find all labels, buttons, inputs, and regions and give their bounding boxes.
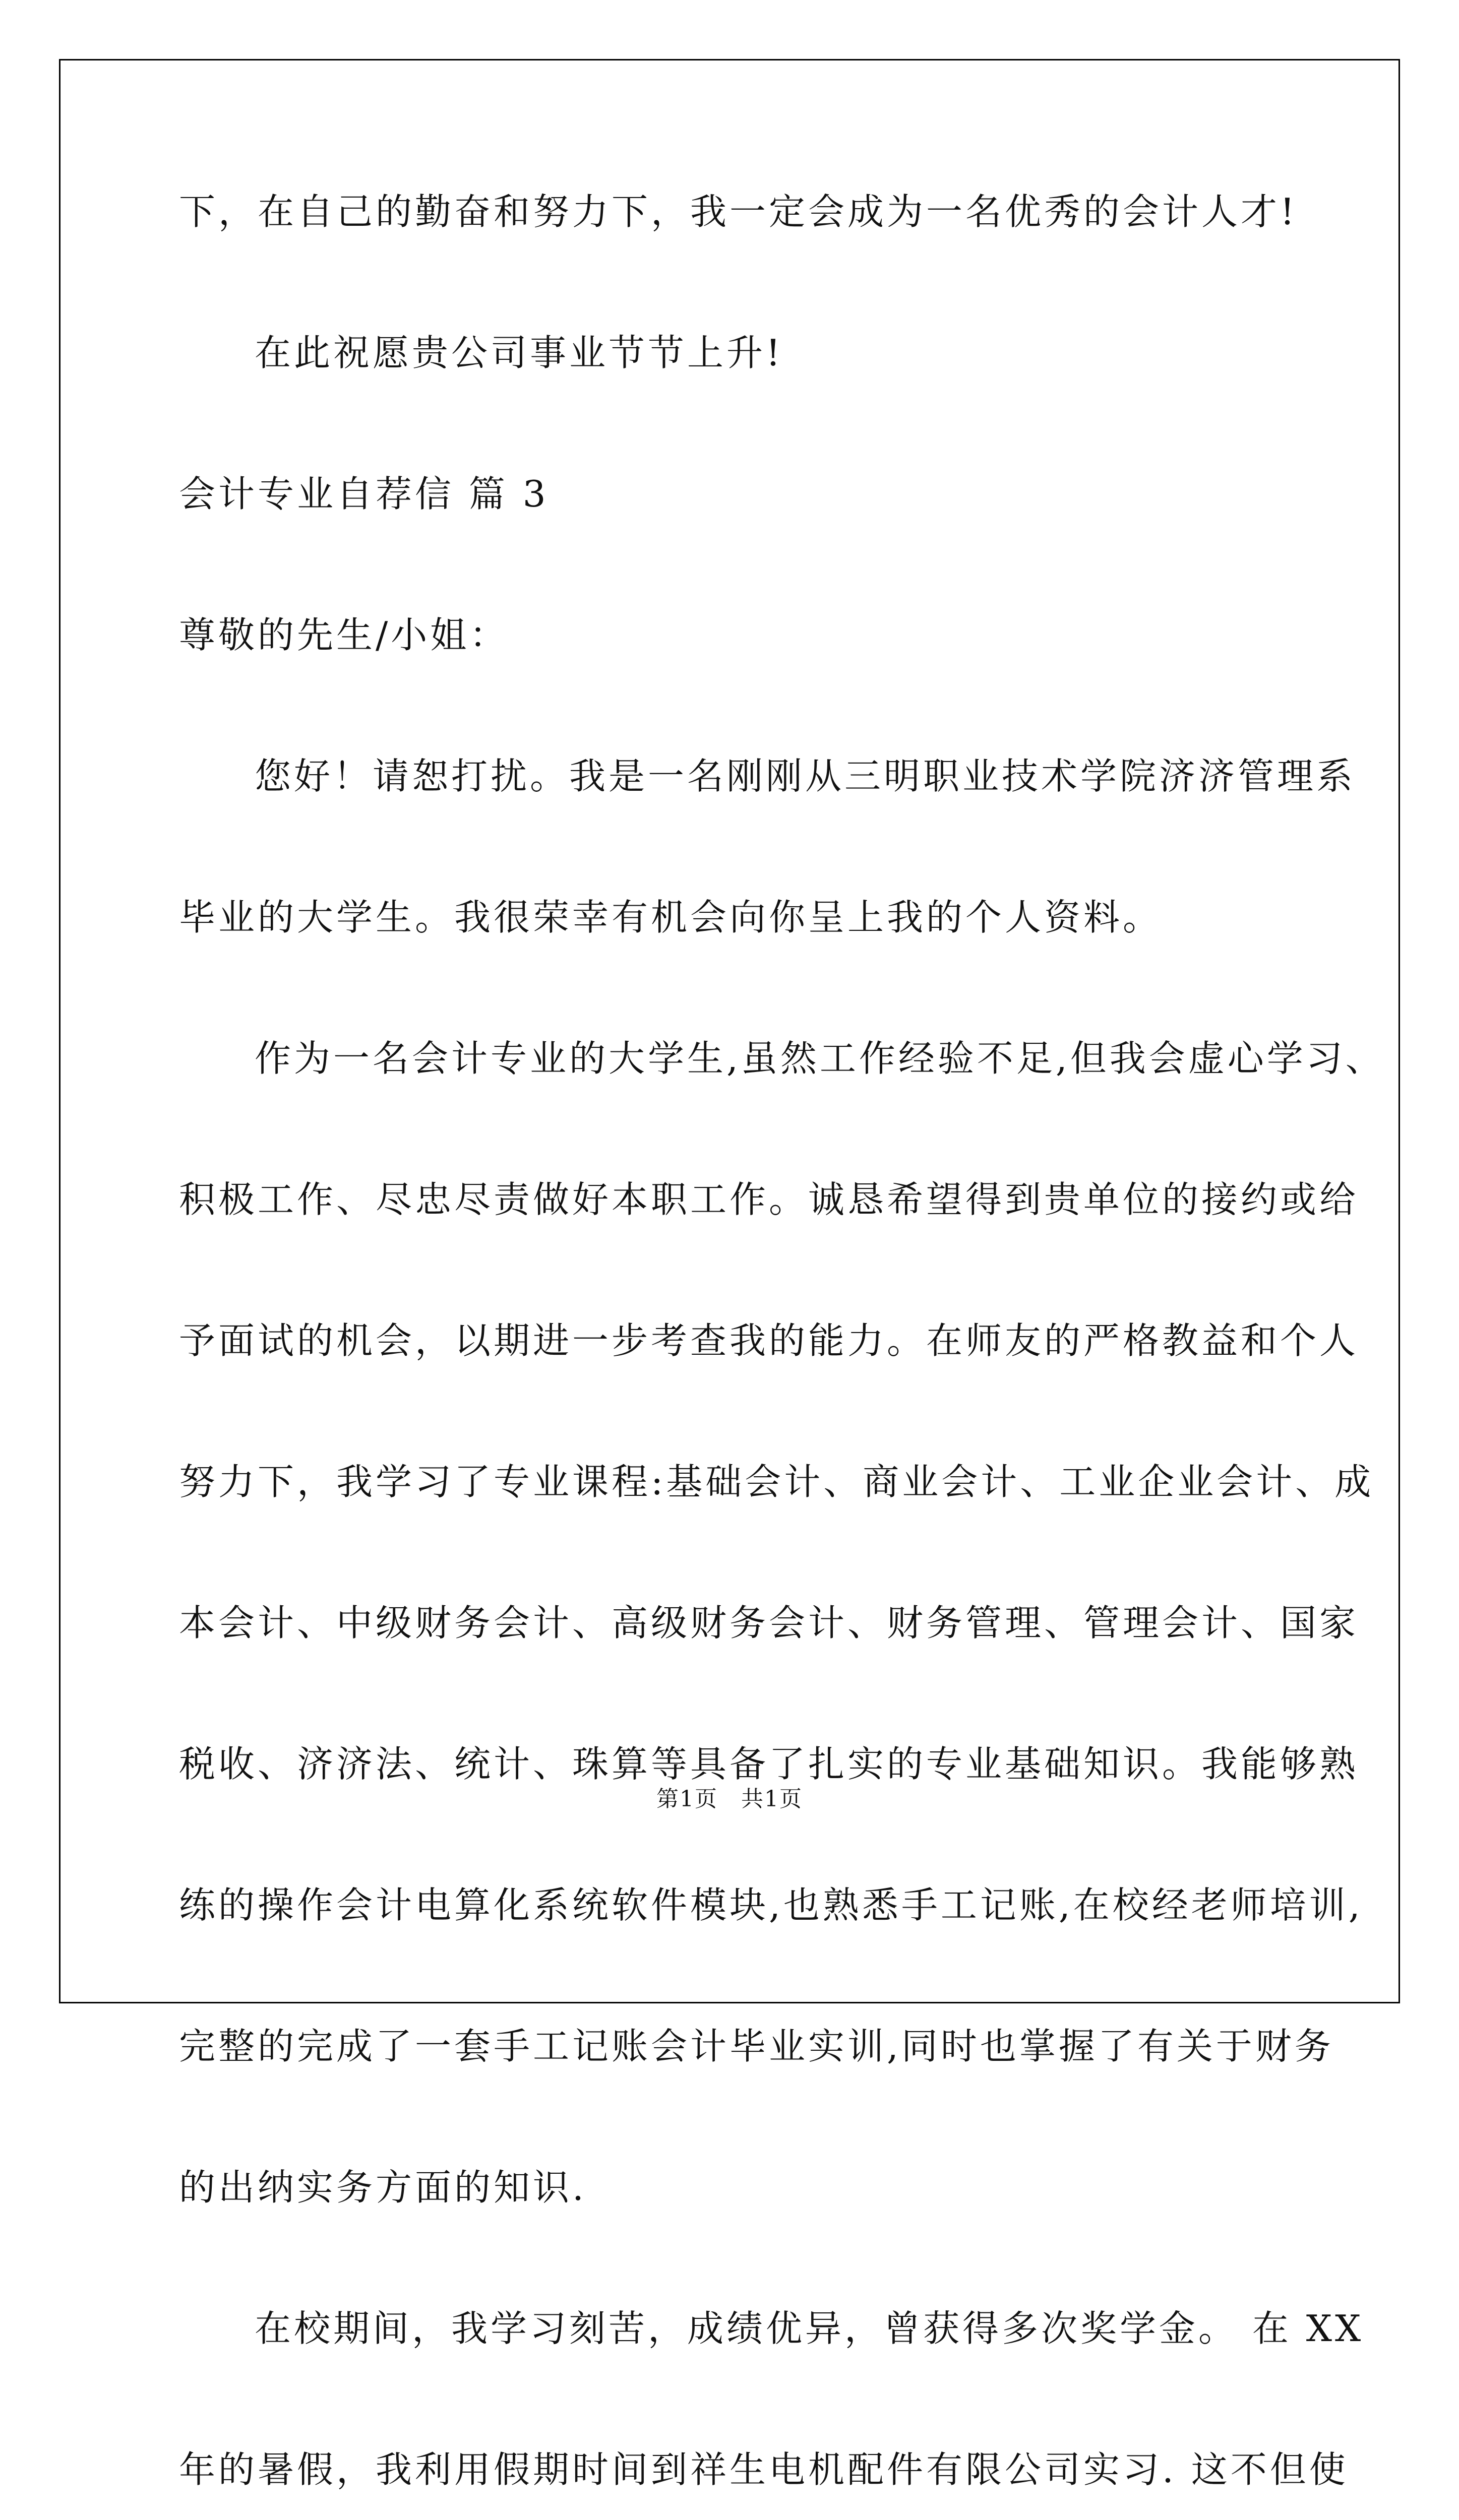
text-line-9: 予面试的机会，以期进一步考查我的能力。在师友的严格教益和个人 (179, 1319, 1359, 1362)
document-body (179, 186, 1385, 2520)
section-heading: 会计专业自荐信 篇 3 (179, 473, 549, 515)
text-line-1: 下，在自己的勤奋和努力下，我一定会成为一名优秀的会计人才! (179, 191, 1298, 233)
text-line-10: 努力下，我学习了专业课程:基础会计、商业会计、工业企业会计、成 (179, 1461, 1374, 1503)
text-line-7: 作为一名会计专业的大学生,虽然工作经验不足,但我会虚心学习、 (255, 1037, 1385, 1080)
text-line-13: 练的操作会计电算化系统软件模块,也熟悉手工记账,在校经老师培训, (179, 1884, 1363, 1926)
text-line-2: 在此祝愿贵公司事业节节上升! (255, 332, 783, 374)
salutation: 尊敬的先生/小姐： (179, 614, 509, 656)
text-line-8: 积极工作、尽忠尽责做好本职工作。诚恳希望得到贵单位的接约或给 (179, 1178, 1359, 1221)
text-line-16: 在校期间，我学习刻苦，成绩优异，曾获得多次奖学金。 在 XX (255, 2307, 1364, 2350)
text-line-12: 税收、济济法、统计、珠算等具备了扎实的专业基础知识。我能够熟 (179, 1743, 1359, 1785)
text-line-5: 您好！请恕打扰。我是一名刚刚从三明职业技术学院济济管理系 (255, 755, 1356, 797)
text-line-6: 毕业的大学生。我很荣幸有机会向你呈上我的个人资料。 (179, 896, 1163, 938)
text-line-15: 的出纳实务方面的知识. (179, 2166, 587, 2209)
page-number: 第1页 共1页 (656, 1786, 803, 1812)
text-line-17: 年的暑假，我利用假期时间到祥生电机配件有限公司实习. 这不但使 (179, 2448, 1349, 2491)
text-line-11: 本会计、中级财务会计、高级财务会计、财务管理、管理会计、国家 (179, 1602, 1359, 1644)
text-line-14: 完整的完成了一套手工记账会计毕业实训,同时也掌握了有关于财务 (179, 2025, 1334, 2067)
